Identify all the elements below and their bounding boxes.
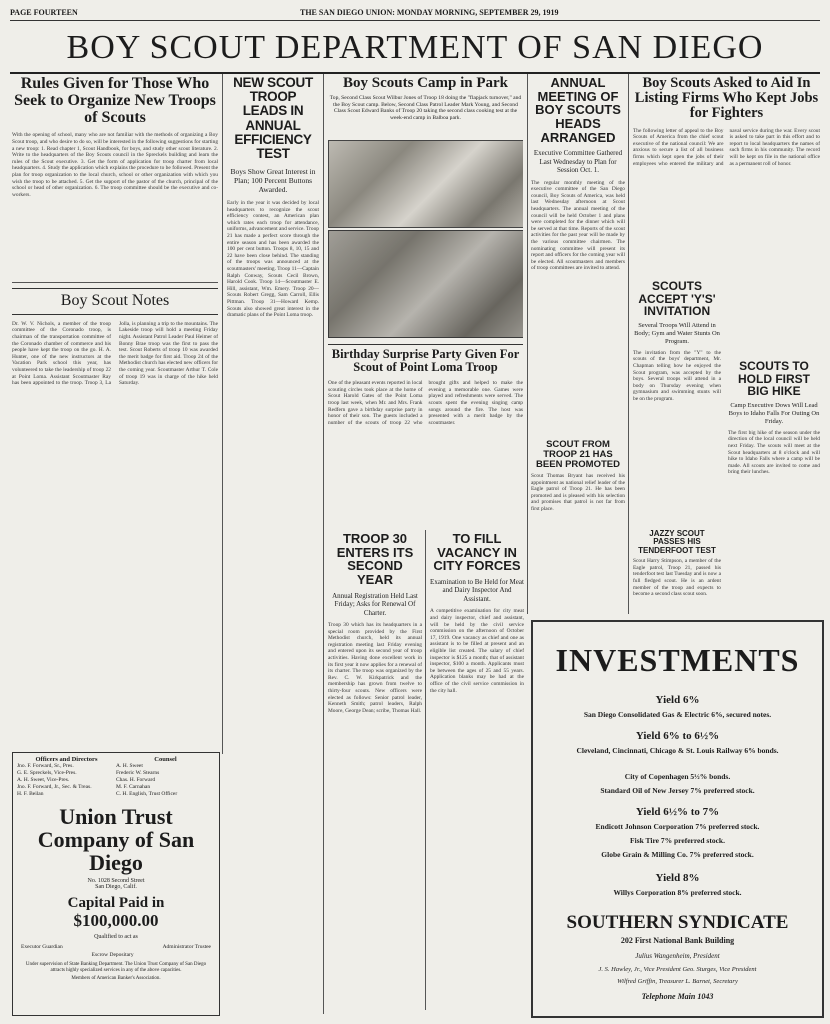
offer-copenhagen: City of Copenhagen 5½% bonds. <box>624 772 731 781</box>
headline-ask-aid: Boy Scouts Asked to Aid In Listing Firms Who Kept Jobs for Fighters <box>634 76 819 122</box>
body-efficiency: Early in the year it was decided by local headquarters to recognize the scout efficiency contest, an American plan which rates each troop for attendance, uniforms, advancement and service. Troop 21 has made a perfect score through the entire season and has been awarded the 100 per cent button. Troops 8, 10, 15 and 22 have been close behind. The standing of the troops was announced at the scoutmasters' meeting. Troop 11—Captain Ralph Conway, Scouts Cecil Brown, Harold Cook. Troop 14—Scoutmaster E. Hill, assistant, Wm. Emery. Troop 20—Scouts Robert Gregg, Sam Carroll, Ellis Pittman. Troop 31—Howard Kemp. Scouts also showed great interest in the dramatic plans of the Point Loma troop. <box>227 200 319 319</box>
counsel-line: M. F. Carnahan <box>116 784 151 790</box>
body-notes: Dr. W. V. Nichols, a member of the troop committee of the Coronado troop, is chairman of the transportation committee of the Coronado chamber of commerce and his people have kept the troop on the go. H. A. Hunter, one of the new instructors at the Vacation Park school this year, has volunteered to take the leadership of troop 22 at Point Loma. Assistant Scoutmaster Ray has been appointed to the troop. Troop 3, La Jolla, is planning a trip to the mountains. The Lakeside troop will hold a meeting Friday night. Assistant Patrol Leader Paul Heimer of Bonny Brae troop was the first to pass the test. Scout Roberts of troop 10 was awarded the merit badge for first aid. Troop 24 of the Methodist church has elected new officers for the coming year. Scoutmaster Arthur T. Cole of troop 19 was in charge of the hike held Saturday. <box>12 320 218 387</box>
headline-efficiency: NEW SCOUT TROOP LEADS IN ANNUAL EFFICIENCY TEST <box>233 76 313 161</box>
caption-camp: Top, Second Class Scout Wilbur Jones of Troop 18 doing the "flapjack turnover," and the Boy Scout camp. Below, Second Class Patrol Leader Mark Young, and Second Class Scout Edward Banks of Troop 20 taking the second class cooking test at the week-end camp in Balboa park. <box>329 94 522 122</box>
syndicate-name: SOUTHERN SYNDICATE <box>566 912 789 933</box>
body-y-invitation: The invitation from the "Y" to the scouts of the boys' department, Mr. Chapman telling how he enjoyed the Scout program, was accepted by the boys. Several troops will attend in a body on Thursday evening when gymnasium and swimming stunts will be on the program. <box>633 349 721 402</box>
capital-amount: $100,000.00 <box>73 911 159 931</box>
offer-globe-grain: Globe Grain & Milling Co. 7% preferred stock. <box>601 850 754 859</box>
article-y-invitation <box>633 280 721 528</box>
counsel-line: Frederic W. Stearns <box>116 770 160 776</box>
article-birthday <box>328 344 523 524</box>
paper-dateline: THE SAN DIEGO UNION: MONDAY MORNING, SEPTEMBER 29, 1919 <box>300 8 559 17</box>
headline-camp: Boy Scouts Camp in Park <box>342 76 509 91</box>
headline-birthday: Birthday Surprise Party Given For Scout of Point Loma Troop <box>328 344 523 374</box>
subhead-annual-meeting: Executive Committee Gathered Last Wednesday to Plan for Session Oct. 1. <box>533 149 623 175</box>
syndicate-address: 202 First National Bank Building <box>620 936 735 945</box>
page-number: PAGE FOURTEEN <box>10 8 78 17</box>
article-fill-vacancy <box>430 532 524 1012</box>
headline-troop21: SCOUT FROM TROOP 21 HAS BEEN PROMOTED <box>536 440 620 470</box>
headline-first-hike: SCOUTS TO HOLD FIRST BIG HIKE <box>738 360 810 399</box>
article-efficiency <box>227 76 319 1012</box>
offer-railway: Cleveland, Cincinnati, Chicago & St. Louis Railway 6% bonds. <box>576 746 779 755</box>
body-second-year: Troop 30 which has its headquarters in a special room provided by the First Methodist church, held its annual registration meeting last Friday evening and entered upon its second year of troop activities. Having done excellent work in its first year it now applies for a renewal of its charter. The troop was organized by the Rev. C. W. Kirkpatrick and the membership has grown from twelve to thirty-four scouts. New officers were elected as follows: Senior patrol leader, Kenneth Smith; patrol leaders, Ralph Moore, George Dean; scribe, Thomas Hall. <box>328 622 422 714</box>
yield-6-to-65: Yield 6% to 6½% <box>635 730 720 742</box>
article-jazzy <box>633 530 721 614</box>
role-left: Executor Guardian <box>21 943 63 950</box>
officer-line: G. E. Spreckels, Vice-Pres. <box>17 770 77 776</box>
page-folio <box>10 6 820 21</box>
yield-8: Yield 8% <box>655 872 700 884</box>
article-annual-meeting <box>531 76 625 436</box>
officer-line: A. H. Sweet, Vice-Pres. <box>17 777 70 783</box>
syndicate-president: Julius Wangenheim, President <box>635 952 720 960</box>
headline-second-year: TROOP 30 ENTERS ITS SECOND YEAR <box>336 532 414 587</box>
counsel-line: A. H. Sweet <box>116 763 143 769</box>
body-rules: With the opening of school, many who are not familiar with the methods of organizing a Boy Scout troop, and who desire to do so, will be interested in the following suggestions for starting a new troop: 1. Read chapter 1, Scout Handbook, for boys, and study other scout literature. 2. Write to the headquarters of the Boy Scouts council in the Spreckels building and learn the rules of the Scout executive. 3. Get the form of application for troop charter from local headquarters. 4. Study the application which explains the procedure to be followed. Present the plan for troop organization to the local church, school or other organization with which you wish the troop to be attached. 5. Get the support of the pastor of the church, principal of the school or head of other organization. 6. The troop committee should be the executive and co-workers. <box>12 132 218 198</box>
article-troop21 <box>531 440 625 528</box>
role-mid: Escrow Depositary <box>91 951 134 958</box>
body-troop21: Scout Thomas Bryant has received his appointment as national relief leader of the Eagle patrol of Troop 21. He has been promoted and is pleased with his selection and promises that patrol is not far from first place. <box>531 472 625 512</box>
subhead-fill-vacancy: Examination to Be Held for Meat and Dairy Inspector And Assistant. <box>430 577 524 603</box>
headline-rules: Rules Given for Those Who Seek to Organize New Troops of Scouts <box>14 76 216 126</box>
body-jazzy: Scout Harry Stimpson, a member of the Eagle patrol, Troop 21, passed his tenderfoot test last Tuesday and is now a full fledged scout. He is an ardent member of the troop and expects to become a second class scout soon. <box>633 558 721 598</box>
offer-fisk: Fisk Tire 7% preferred stock. <box>630 836 725 845</box>
trust-city: San Diego, Calif. <box>95 884 137 891</box>
offer-standard-oil: Standard Oil of New Jersey 7% preferred stock. <box>600 786 755 795</box>
article-second-year <box>328 532 422 1012</box>
camp-photo-top <box>328 140 523 228</box>
syndicate-treasurer-secretary: Wilfred Griffin, Treasurer L. Barnet, Secretary <box>617 978 738 985</box>
trust-address: No. 1028 Second Street <box>87 878 145 885</box>
capital-label: Capital Paid in <box>67 895 165 912</box>
headline-y-invitation: SCOUTS ACCEPT 'Y'S' INVITATION <box>638 280 716 319</box>
headline-notes: Boy Scout Notes <box>12 288 218 315</box>
counsel-header: Counsel <box>154 756 177 763</box>
yield-6: Yield 6% <box>655 694 700 706</box>
subhead-second-year: Annual Registration Held Last Friday; Asks for Renewal Of Charter. <box>332 591 418 617</box>
yield-65-to-7: Yield 6½% to 7% <box>635 806 720 818</box>
syndicate-vice-presidents: J. S. Hawley, Jr., Vice President Geo. Sturges, Vice President <box>598 966 757 973</box>
subhead-first-hike: Camp Executive Dows Will Lead Boys to Idaho Falls For Outing On Friday. <box>728 401 820 425</box>
camp-photo-bottom <box>328 230 523 338</box>
trust-membership: Members of American Banker's Association. <box>71 975 161 981</box>
officers-header: Officers and Directors <box>35 756 98 763</box>
investments-ad <box>531 620 824 1018</box>
syndicate-phone: Telephone Main 1043 <box>641 992 714 1001</box>
trust-company-name: Union Trust Company of San Diego <box>37 804 195 876</box>
qualified-line: Qualified to act as <box>94 933 138 940</box>
counsel-line: Chas. H. Forward <box>116 777 156 783</box>
article-ask-aid <box>633 76 820 276</box>
article-rules <box>12 76 218 272</box>
investments-title: INVESTMENTS <box>555 642 800 678</box>
officer-line: H. F. Beilan <box>17 791 44 797</box>
offer-endicott: Endicott Johnson Corporation 7% preferred stock. <box>595 822 760 831</box>
offer-gas-electric: San Diego Consolidated Gas & Electric 6%, secured notes. <box>583 710 772 719</box>
article-first-hike <box>728 360 820 612</box>
counsel-line: C. H. English, Trust Officer <box>116 791 178 797</box>
subhead-efficiency: Boys Show Great Interest in Plan; 100 Percent Buttons Awarded. <box>230 167 316 195</box>
department-banner: BOY SCOUT DEPARTMENT OF SAN DIEGO <box>10 24 820 74</box>
offer-willys: Willys Corporation 8% preferred stock. <box>613 888 742 897</box>
body-birthday: One of the pleasant events reported in local scouting circles took place at the home of Scout Harold Gates of the Point Loma troop last week, when Mr. and Mrs. Frank Redfern gave a birthday surprise party in honor of their son. The guests included a number of the scouts of troop 22 who brought gifts and helped to make the evening a memorable one. Games were played and refreshments were served. The scouts spent the evening singing camp songs around the fire. The host was presented with a merit badge by the scoutmaster. <box>328 380 523 426</box>
role-right: Administrator Trustee <box>162 943 211 950</box>
body-ask-aid: The following letter of appeal to the Boy Scouts of America from the chief scout executive of the national council: We are anxious to secure a list of all business firms which kept open the jobs of their employees who entered the military and naval service during the war. Every scout is asked to take part in this effort and to report to local headquarters the names of such firms in his community. The record will be kept on file in the national office as a permanent roll of honor. <box>633 127 820 167</box>
trust-fine-print: Under supervision of State Banking Department. The Union Trust Company of San Diego attracts highly specialized services in any of the above capacities. <box>25 961 207 973</box>
headline-fill-vacancy: TO FILL VACANCY IN CITY FORCES <box>433 532 521 574</box>
union-trust-ad <box>12 752 220 1016</box>
headline-annual-meeting: ANNUAL MEETING OF BOY SCOUTS HEADS ARRANGED <box>535 76 621 145</box>
headline-jazzy: JAZZY SCOUT PASSES HIS TENDERFOOT TEST <box>638 530 716 555</box>
body-first-hike: The first big hike of the season under the direction of the local council will be held next Friday. The scouts will meet at the Scout headquarters at 8 o'clock and will hike to Idaho Falls where a camp will be made. All scouts are invited to come and bring their lunches. <box>728 429 820 476</box>
officer-line: Jno. F. Forward, Sr., Pres. <box>17 763 74 769</box>
body-annual-meeting: The regular monthly meeting of the executive committee of the San Diego council, Boy Scouts of America, was held last Wednesday afternoon at Scout headquarters. The annual meeting of the council will be held October 1 and plans were completed for the dinner which will be served at that time. Reports of the scout activities for the past year will be made by the various committee chairmen. The nominating committee will present its report and officers for the coming year will be elected. All scoutmasters and members of troop committees are invited to attend. <box>531 179 625 272</box>
body-fill-vacancy: A competitive examination for city meat and dairy inspector, chief and assistant, will be held by the civil service commission on the afternoon of October 17, 1919. One vacancy as chief and one as assistant is to be filled at present and an eligible list created. The salary of chief inspector is $125 a month; that of assistant inspector, $100 a month. Applicants must be between the ages of 25 and 55 years. Application blanks may be had at the office of the civil service commission in the city hall. <box>430 608 524 694</box>
officer-line: Jno. F. Forward, Jr., Sec. & Treas. <box>17 784 92 790</box>
subhead-y-invitation: Several Troops Will Attend in Body; Gym and Water Stunts On Program. <box>634 321 720 345</box>
article-camp <box>328 76 523 338</box>
article-notes <box>12 288 218 750</box>
